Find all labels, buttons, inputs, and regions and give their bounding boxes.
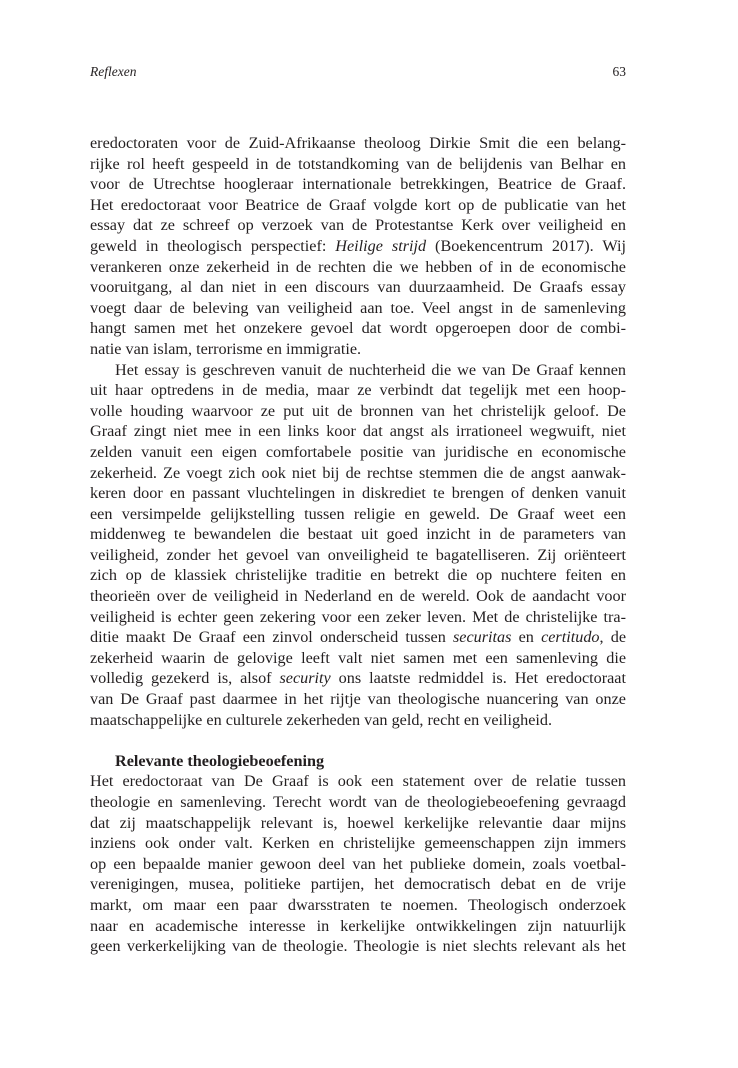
text-line: veiligheid is echter geen zekering voor een zeker leven. Met de christelijke tra- — [90, 607, 626, 626]
text-line: markt, om maar een paar dwarsstraten te noemen. Theologisch onderzoek — [90, 895, 626, 914]
text-line: veiligheid, zonder het gevoel van onveiligheid te bagatelliseren. Zij oriënteert — [90, 545, 626, 564]
text-line: middenweg te bewandelen die bestaat uit goed inzicht in de parameters van — [90, 525, 626, 544]
page-number: 63 — [612, 64, 626, 79]
text-line: Het eredoctoraat van De Graaf is ook een statement over de relatie tussen — [90, 772, 626, 791]
text-line: geen verkerkelijking van de theologie. Theologie is niet slechts relevant als het — [90, 937, 626, 956]
text-line: naar en academische interesse in kerkelijke ontwikkelingen zijn natuurlijk — [90, 916, 626, 935]
text-line: theologie en samenleving. Terecht wordt van de theologiebeoefening gevraagd — [90, 793, 626, 811]
text-line: eredoctoraten voor de Zuid-Afrikaanse theoloog Dirkie Smit die een belang- — [90, 134, 626, 152]
text-line: essay dat ze schreef op verzoek van de Protestantse Kerk over veiligheid en — [90, 216, 626, 235]
text-line: zelden vanuit een eigen comfortabele positie van juridische en economische — [90, 442, 626, 461]
text-line: rijke rol heeft gespeeld in de totstandkoming van de belijdenis van Belhar en — [90, 154, 626, 173]
text-line: volle houding waarvoor ze put uit de bronnen van het christelijk geloof. De — [90, 401, 626, 420]
text-line: ditie maakt De Graaf een zinvol onderscheid tussen securitas en certitudo, de — [90, 628, 626, 647]
text-line: voor de Utrechtse hoogleraar internationale betrekkingen, Beatrice de Graaf. — [90, 175, 626, 194]
text-line: geweld in theologisch perspectief: Heilige strijd (Boekencentrum 2017). Wij — [90, 236, 626, 255]
text-line: voegt daar de beleving van veiligheid aan toe. Veel angst in de samenleving — [90, 298, 626, 317]
text-line: vooruitgang, al dan niet in een discours van duurzaamheid. De Graafs essay — [90, 278, 626, 297]
text-line: verenigingen, musea, politieke partijen, het democratisch debat en de vrije — [90, 875, 626, 894]
term-securitas: securitas — [452, 628, 512, 647]
text-line: Het essay is geschreven vanuit de nuchterheid die we van De Graaf kennen — [115, 360, 626, 379]
book-title: Heilige strijd — [335, 236, 427, 255]
text-line: uit haar optredens in de media, maar ze verbindt dat tegelijk met een hoop- — [90, 381, 626, 400]
text-line: natie van islam, terrorisme en immigratie. — [90, 339, 362, 358]
text-line: maatschappelijke en culturele zekerheden van geld, recht en veiligheid. — [90, 710, 553, 729]
section-gap — [90, 730, 626, 751]
text-line: zekerheid waarin de gelovige leeft valt niet samen met een samenleving die — [90, 648, 626, 667]
text-line: een versimpelde gelijkstelling tussen religie en geweld. De Graaf weet een — [90, 504, 626, 523]
paragraph-3 — [90, 771, 626, 956]
paragraph-1 — [90, 133, 626, 360]
body-text — [90, 133, 626, 957]
text-line: van De Graaf past daarmee in het rijtje van theologische nuancering van onze — [90, 690, 626, 709]
running-header — [90, 64, 626, 84]
text-line: inziens ook onder valt. Kerken en christelijke gemeenschappen zijn immers — [90, 834, 626, 853]
text-line: hangt samen met het onzekere gevoel dat wordt opgeroepen door de combi- — [90, 319, 626, 338]
paragraph-2 — [90, 360, 626, 731]
text-line: dat zij maatschappelijk relevant is, hoewel kerkelijke relevantie daar mijns — [90, 813, 626, 832]
text-line: zekerheid. Ze voegt zich ook niet bij de rechtse stemmen die de angst aanwak- — [90, 463, 626, 482]
text-line: zich op de klassiek christelijke traditie en betrekt die op nuchtere feiten en — [90, 566, 626, 585]
section-heading: Relevante theologiebeoefening — [115, 751, 325, 770]
text-line: op een bepaalde manier gewoon deel van het publieke domein, zoals voetbal- — [90, 854, 626, 873]
text-line: volledig gezekerd is, alsof security ons laatste redmiddel is. Het eredoctoraat — [90, 669, 626, 688]
text-line: verankeren onze zekerheid in de rechten die we hebben of in de economische — [90, 257, 626, 276]
term-certitudo: certitudo — [541, 628, 600, 647]
term-security: security — [279, 669, 331, 688]
running-title: Reflexen — [90, 64, 137, 79]
text-line: Het eredoctoraat voor Beatrice de Graaf volgde kort op de publicatie van het — [90, 195, 626, 214]
text-line: Graaf zingt niet mee in een links koor dat angst als irrationeel wegwuift, niet — [90, 422, 626, 441]
text-line: theorieën over de veiligheid in Nederland en de wereld. Ook de aandacht voor — [90, 587, 626, 606]
text-line: keren door en passant vluchtelingen in diskrediet te brengen of denken vanuit — [90, 484, 626, 503]
